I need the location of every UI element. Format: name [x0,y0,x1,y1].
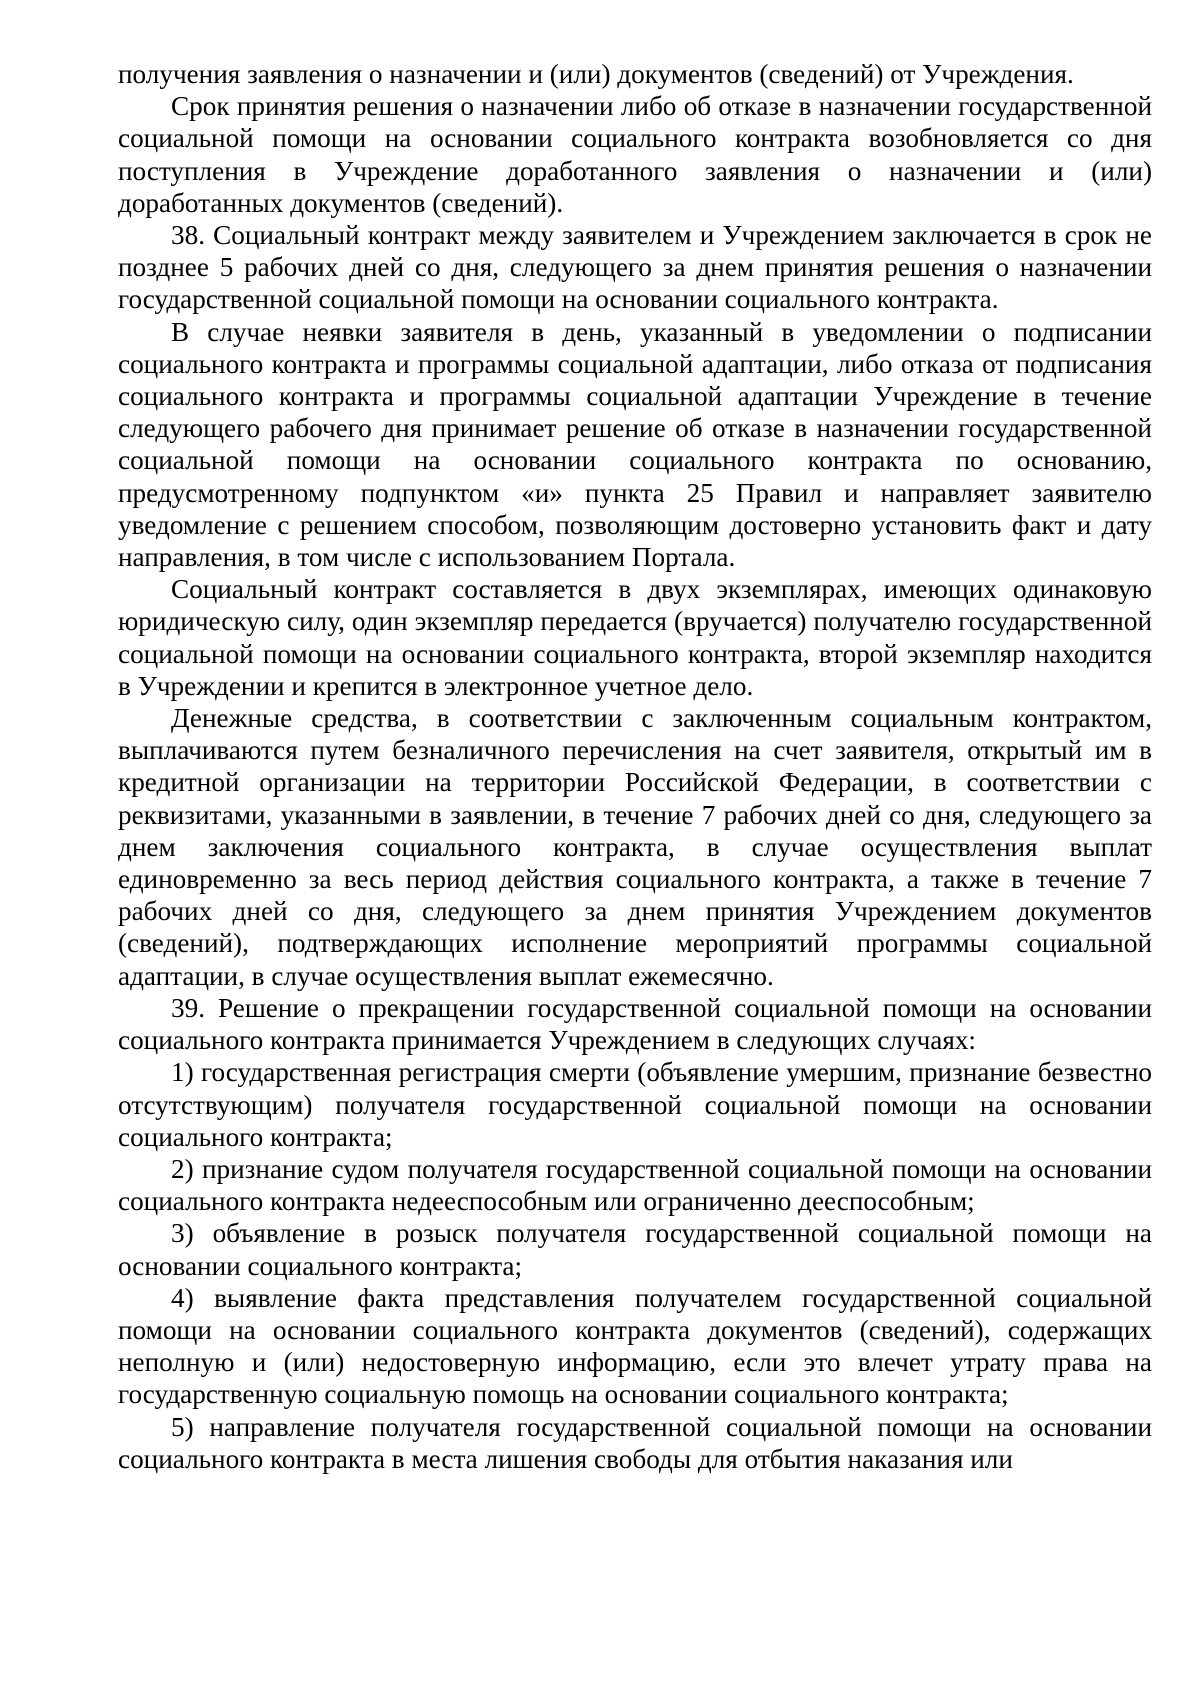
list-item-4-false-information: 4) выявление факта представления получателем государственной социальной помощи на основании социального контракта документов (сведений), содержащих неполную и (или) недостоверную информацию, если это влечет утрату права на государственную социальную помощь на основании социального контракта; [118,1282,1152,1410]
paragraph-continuation: получения заявления о назначении и (или) документов (сведений) от Учреждения. [118,59,1074,89]
paragraph-39-termination: 39. Решение о прекращении государственной социальной помощи на основании социального контракта принимается Учреждением в следующих случаях: [118,992,1152,1056]
paragraph-applicant-no-show: В случае неявки заявителя в день, указанный в уведомлении о подписании социального контракта и программы социальной адаптации, либо отказа от подписания социального контракта и программы социальной адаптации Учреждение в течение следующего рабочего дня принимает решение об отказе в назначении государственной социальной помощи на основании социального контракта по основанию, предусмотренному подпунктом «и» пункта 25 Правил и направляет заявителю уведомление с решением способом, позволяющим достоверно установить факт и дату направления, в том числе с использованием Портала. [118,316,1152,573]
paragraph-decision-term-renewal: Срок принятия решения о назначении либо об отказе в назначении государственной социальной помощи на основании социального контракта возобновляется со дня поступления в Учреждение доработанного заявления о назначении и (или) доработанных документов (сведений). [118,91,1152,218]
list-item-2-incapacity: 2) признание судом получателя государственной социальной помощи на основании социального контракта недееспособным или ограниченно дееспособным; [118,1153,1152,1217]
document-body [118,58,1152,1475]
paragraph-38-contract-conclusion: 38. Социальный контракт между заявителем и Учреждением заключается в срок не позднее 5 рабочих дней со дня, следующего за днем принятия решения о назначении государственной социальной помощи на основании социального контракта. [118,220,1152,315]
list-item-5-imprisonment: 5) направление получателя государственной социальной помощи на основании социального контракта в места лишения свободы для отбытия наказания или [118,1411,1152,1474]
paragraph-payments: Денежные средства, в соответствии с заключенным социальным контрактом, выплачиваются путем безналичного перечисления на счет заявителя, открытый им в кредитной организации на территории Российской Федерации, в соответствии с реквизитами, указанными в заявлении, в течение 7 рабочих дней со дня, следующего за днем заключения социального контракта, в случае осуществления выплат единовременно за весь период действия социального контракта, а также в течение 7 рабочих дней со дня, следующего за днем принятия Учреждением документов (сведений), подтверждающих исполнение мероприятий программы социальной адаптации, в случае осуществления выплат ежемесячно. [118,703,1152,991]
list-item-1-death-registration: 1) государственная регистрация смерти (объявление умершим, признание безвестно отсутствующим) получателя государственной социальной помощи на основании социального контракта; [118,1057,1152,1152]
list-item-3-wanted-list: 3) объявление в розыск получателя государственной социальной помощи на основании социального контракта; [118,1218,1152,1281]
paragraph-two-copies: Социальный контракт составляется в двух экземплярах, имеющих одинаковую юридическую силу, один экземпляр передается (вручается) получателю государственной социальной помощи на основании социального контракта, второй экземпляр находится в Учреждении и крепится в электронное учетное дело. [118,574,1152,701]
